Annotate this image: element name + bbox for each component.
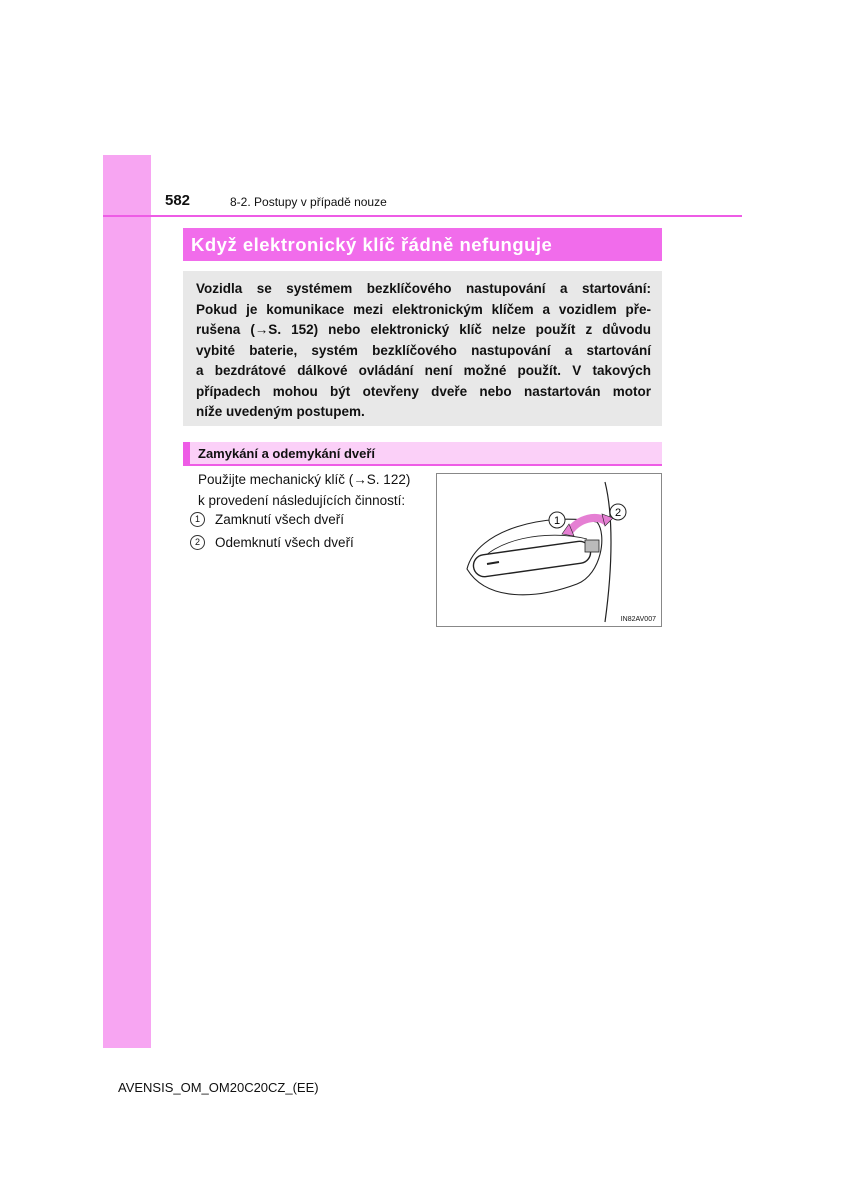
door-handle-figure bbox=[436, 473, 662, 627]
step-number-badge: 2 bbox=[190, 535, 205, 550]
header-rule bbox=[103, 215, 742, 217]
section-label: 8-2. Postupy v případě nouze bbox=[230, 195, 387, 209]
subsection-rule bbox=[183, 464, 662, 466]
intro-line: níže uvedeným postupem. bbox=[196, 404, 365, 419]
figure-code: IN82AV007 bbox=[620, 616, 656, 623]
list-item bbox=[190, 535, 354, 550]
side-tab-bar bbox=[103, 155, 151, 1048]
subsection-text bbox=[198, 470, 410, 511]
text-line: k provedení následujících činností: bbox=[198, 492, 406, 508]
list-item bbox=[190, 512, 344, 527]
figure-callout-2: 2 bbox=[614, 507, 622, 519]
page-number: 582 bbox=[165, 192, 191, 209]
list-item-label: Odemknutí všech dveří bbox=[215, 535, 354, 550]
intro-line: a bezdrátové dálkové ovládání není možné použít. V takových bbox=[196, 363, 651, 378]
subsection-heading: Zamykání a odemykání dveří bbox=[183, 442, 662, 465]
intro-line: Vozidla se systémem bezklíčového nastupování a startování: bbox=[196, 281, 651, 296]
intro-line: případech mohou být otevřeny dveře nebo nastartován motor bbox=[196, 383, 651, 399]
text-line: Použijte mechanický klíč (→S. 122) bbox=[198, 472, 411, 487]
door-handle-key-illustration bbox=[437, 474, 663, 628]
intro-box bbox=[183, 271, 662, 426]
intro-line: rušena (→S. 152) nebo elektronický klíč nelze použít z důvodu bbox=[196, 322, 651, 337]
page-title: Když elektronický klíč řádně nefunguje bbox=[183, 228, 662, 261]
figure-callout-1: 1 bbox=[553, 515, 561, 527]
intro-line: Pokud je komunikace mezi elektronickým klíčem a vozidlem pře- bbox=[196, 301, 651, 317]
step-number-badge: 1 bbox=[190, 512, 205, 527]
list-item-label: Zamknutí všech dveří bbox=[215, 512, 345, 527]
footer-doc-code: AVENSIS_OM_OM20C20CZ_(EE) bbox=[118, 1080, 319, 1095]
intro-line: vybité baterie, systém bezklíčového nastupování a startování bbox=[196, 342, 651, 358]
